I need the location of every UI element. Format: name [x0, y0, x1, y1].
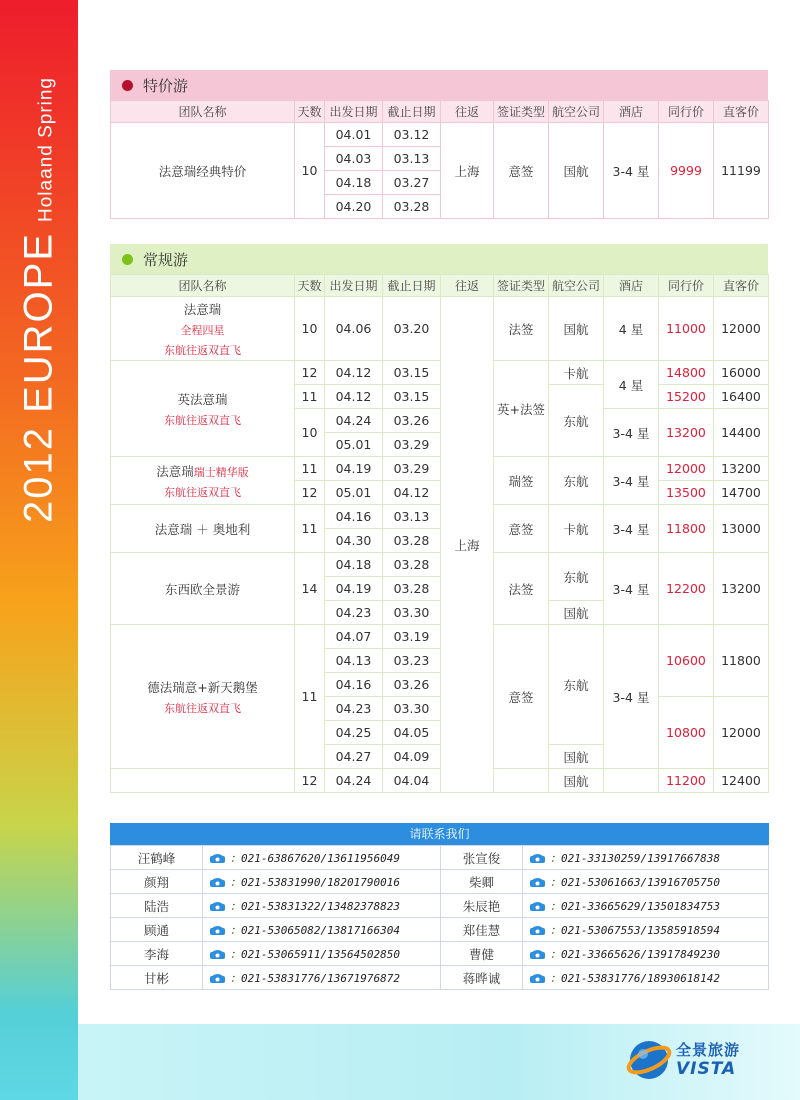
col-header: 直客价 — [714, 275, 769, 297]
contact-phone-cell — [523, 942, 769, 966]
contact-phone: ：021-53831322/13482378823 — [230, 899, 400, 913]
col-header: 截止日期 — [383, 101, 441, 123]
tour-note: 东航往返双直飞 — [164, 701, 241, 715]
phone-icon — [529, 852, 546, 864]
contact-name: 郑佳慧 — [441, 918, 523, 942]
airline: 国航 — [549, 123, 604, 219]
bullet-icon — [122, 254, 133, 265]
hotel: 3-4 星 — [604, 625, 659, 769]
departure-date: 04.24 — [325, 409, 383, 433]
col-header: 往返 — [441, 101, 494, 123]
departure-date: 04.20 — [325, 195, 383, 219]
tour-name: 法意瑞经典特价 — [111, 123, 295, 219]
visa-type: 意签 — [494, 505, 549, 553]
phone-icon — [209, 876, 226, 888]
phone-icon — [529, 924, 546, 936]
departure-date: 04.03 — [325, 147, 383, 171]
contact-phone: ：021-53065911/13564502850 — [230, 947, 400, 961]
days: 10 — [295, 297, 325, 361]
airline: 卡航 — [549, 505, 604, 553]
table-row — [111, 553, 769, 577]
tour-name-main — [113, 462, 292, 480]
departure-date: 04.24 — [325, 769, 383, 793]
col-header: 天数 — [295, 275, 325, 297]
trade-price: 12200 — [659, 553, 714, 625]
retail-price: 13200 — [714, 457, 769, 481]
contact-phone-cell — [523, 894, 769, 918]
days: 14 — [295, 553, 325, 625]
special-table — [110, 100, 769, 219]
trade-price: 12000 — [659, 457, 714, 481]
visa-type-empty — [494, 769, 549, 793]
days: 11 — [295, 505, 325, 553]
contact-phone-cell — [203, 966, 441, 990]
departure-date: 04.01 — [325, 123, 383, 147]
contact-name: 柴卿 — [441, 870, 523, 894]
trade-price: 9999 — [659, 123, 714, 219]
airline: 国航 — [549, 297, 604, 361]
deadline-date: 03.12 — [383, 123, 441, 147]
tour-name — [111, 625, 295, 769]
hotel: 3-4 星 — [604, 409, 659, 457]
retail-price: 14400 — [714, 409, 769, 457]
col-header: 出发日期 — [325, 275, 383, 297]
hotel: 4 星 — [604, 297, 659, 361]
airline: 国航 — [549, 769, 604, 793]
contact-phone-cell — [523, 918, 769, 942]
visa-type: 英+法签 — [494, 361, 549, 457]
roundtrip: 上海 — [441, 297, 494, 793]
deadline-date: 04.04 — [383, 769, 441, 793]
contact-name: 李海 — [111, 942, 203, 966]
col-header: 航空公司 — [549, 275, 604, 297]
special-section-title: 特价游 — [143, 76, 189, 95]
table-row — [111, 361, 769, 385]
trade-price: 15200 — [659, 385, 714, 409]
contact-phone-cell — [523, 870, 769, 894]
contact-phone-cell — [523, 966, 769, 990]
contact-phone: ：021-53831776/18930618142 — [550, 971, 720, 985]
tour-name-main: 英法意瑞 — [177, 391, 228, 407]
deadline-date: 03.30 — [383, 697, 441, 721]
regular-section — [110, 244, 768, 793]
tour-name-main: 法意瑞 — [183, 301, 222, 317]
departure-date: 04.27 — [325, 745, 383, 769]
logo-cn: 全景旅游 — [675, 1040, 740, 1059]
contact-phone-cell — [203, 942, 441, 966]
table-row — [111, 846, 769, 870]
col-header: 团队名称 — [111, 101, 295, 123]
deadline-date: 03.13 — [383, 147, 441, 171]
contact-phone: ：021-53831990/18201790016 — [230, 875, 400, 889]
trade-price: 13200 — [659, 409, 714, 457]
contact-name: 张宣俊 — [441, 846, 523, 870]
special-section-header — [110, 70, 768, 100]
contact-name: 甘彬 — [111, 966, 203, 990]
departure-date: 04.23 — [325, 601, 383, 625]
hotel: 4 星 — [604, 361, 659, 409]
airline: 东航 — [549, 457, 604, 505]
departure-date: 05.01 — [325, 481, 383, 505]
tour-name — [111, 297, 295, 361]
deadline-date: 03.23 — [383, 649, 441, 673]
table-header-row — [111, 101, 769, 123]
col-header: 出发日期 — [325, 101, 383, 123]
col-header: 截止日期 — [383, 275, 441, 297]
col-header: 天数 — [295, 101, 325, 123]
table-row — [111, 918, 769, 942]
departure-date: 04.25 — [325, 721, 383, 745]
table-row — [111, 625, 769, 649]
departure-date: 04.19 — [325, 457, 383, 481]
contact-name: 汪鹤峰 — [111, 846, 203, 870]
visa-type: 意签 — [494, 625, 549, 769]
hotel: 3-4 星 — [604, 553, 659, 625]
table-row — [111, 297, 769, 361]
contact-name: 颜翔 — [111, 870, 203, 894]
tour-note: 东航往返双直飞 — [164, 485, 241, 499]
contact-name: 曹健 — [441, 942, 523, 966]
roundtrip: 上海 — [441, 123, 494, 219]
bullet-icon — [122, 80, 133, 91]
retail-price: 12400 — [714, 769, 769, 793]
contact-section — [110, 823, 769, 990]
days: 10 — [295, 123, 325, 219]
days: 11 — [295, 625, 325, 769]
departure-date: 04.23 — [325, 697, 383, 721]
days: 12 — [295, 481, 325, 505]
departure-date: 04.19 — [325, 577, 383, 601]
departure-date: 04.07 — [325, 625, 383, 649]
deadline-date: 03.28 — [383, 577, 441, 601]
deadline-date: 04.09 — [383, 745, 441, 769]
table-row — [111, 505, 769, 529]
contact-name: 蒋晔诚 — [441, 966, 523, 990]
tour-name-extra: 瑞士精华版 — [193, 465, 249, 479]
contact-phone-cell — [523, 846, 769, 870]
special-section — [110, 70, 768, 219]
days: 12 — [295, 361, 325, 385]
deadline-date: 03.28 — [383, 195, 441, 219]
contact-phone: ：021-53831776/13671976872 — [230, 971, 400, 985]
banner-title: 2012 EUROPE — [16, 231, 61, 524]
vista-logo — [626, 1030, 740, 1090]
col-header: 航空公司 — [549, 101, 604, 123]
contact-phone-cell — [203, 846, 441, 870]
airline: 东航 — [549, 385, 604, 457]
airline: 卡航 — [549, 361, 604, 385]
contact-phone-cell — [203, 918, 441, 942]
contact-name: 朱辰艳 — [441, 894, 523, 918]
trade-price: 14800 — [659, 361, 714, 385]
departure-date: 04.30 — [325, 529, 383, 553]
regular-section-header — [110, 244, 768, 274]
hotel: 3-4 星 — [604, 457, 659, 505]
contact-name: 陆浩 — [111, 894, 203, 918]
contact-header: 请联系我们 — [110, 823, 769, 845]
table-row — [111, 966, 769, 990]
phone-icon — [529, 948, 546, 960]
phone-icon — [209, 924, 226, 936]
trade-price: 11000 — [659, 297, 714, 361]
phone-icon — [529, 900, 546, 912]
deadline-date: 03.28 — [383, 529, 441, 553]
airline: 国航 — [549, 601, 604, 625]
phone-icon — [209, 900, 226, 912]
contact-phone-cell — [203, 870, 441, 894]
visa-type: 法签 — [494, 297, 549, 361]
retail-price: 11800 — [714, 625, 769, 697]
deadline-date: 03.28 — [383, 553, 441, 577]
visa-type: 瑞签 — [494, 457, 549, 505]
airline: 国航 — [549, 745, 604, 769]
hotel: 3-4 星 — [604, 505, 659, 553]
hotel-empty — [604, 769, 659, 793]
departure-date: 04.12 — [325, 361, 383, 385]
table-row — [111, 894, 769, 918]
trade-price: 10600 — [659, 625, 714, 697]
departure-date: 04.12 — [325, 385, 383, 409]
phone-icon — [209, 948, 226, 960]
globe-logo-icon — [626, 1037, 672, 1083]
col-header: 签证类型 — [494, 275, 549, 297]
retail-price: 13200 — [714, 553, 769, 625]
airline: 东航 — [549, 625, 604, 745]
days: 11 — [295, 385, 325, 409]
tour-note: 全程四星 — [180, 323, 225, 337]
tour-name-main: 德法瑞意+新天鹅堡 — [147, 679, 258, 695]
table-row — [111, 769, 769, 793]
departure-date: 04.06 — [325, 297, 383, 361]
departure-date: 04.16 — [325, 505, 383, 529]
tour-name: 东西欧全景游 — [111, 553, 295, 625]
deadline-date: 03.29 — [383, 457, 441, 481]
deadline-date: 03.27 — [383, 171, 441, 195]
tour-name — [111, 361, 295, 457]
contact-phone: ：021-33665626/13917849230 — [550, 947, 720, 961]
tour-name-text: 法意瑞 — [156, 463, 194, 479]
departure-date: 04.18 — [325, 171, 383, 195]
regular-section-title: 常规游 — [143, 250, 189, 269]
days: 12 — [295, 769, 325, 793]
departure-date: 04.13 — [325, 649, 383, 673]
contact-phone-cell — [203, 894, 441, 918]
deadline-date: 03.15 — [383, 361, 441, 385]
col-header: 直客价 — [714, 101, 769, 123]
visa-type: 意签 — [494, 123, 549, 219]
retail-price: 12000 — [714, 297, 769, 361]
retail-price: 11199 — [714, 123, 769, 219]
contact-phone: ：021-33665629/13501834753 — [550, 899, 720, 913]
banner-subtitle: Holaand Spring — [35, 76, 57, 222]
tour-note: 东航往返双直飞 — [164, 413, 241, 427]
vertical-banner-title — [17, 77, 62, 523]
deadline-date: 03.13 — [383, 505, 441, 529]
logo-en: VISTA — [675, 1058, 737, 1079]
retail-price: 16000 — [714, 361, 769, 385]
col-header: 团队名称 — [111, 275, 295, 297]
contact-phone: ：021-63867620/13611956049 — [230, 851, 400, 865]
trade-price: 11800 — [659, 505, 714, 553]
departure-date: 05.01 — [325, 433, 383, 457]
phone-icon — [529, 972, 546, 984]
retail-price: 13000 — [714, 505, 769, 553]
contact-name: 顾通 — [111, 918, 203, 942]
deadline-date: 03.26 — [383, 409, 441, 433]
deadline-date: 03.20 — [383, 297, 441, 361]
airline: 东航 — [549, 553, 604, 601]
hotel: 3-4 星 — [604, 123, 659, 219]
contact-phone: ：021-53061663/13916705750 — [550, 875, 720, 889]
table-row — [111, 942, 769, 966]
retail-price: 16400 — [714, 385, 769, 409]
col-header: 往返 — [441, 275, 494, 297]
retail-price: 12000 — [714, 697, 769, 769]
trade-price: 11200 — [659, 769, 714, 793]
deadline-date: 04.12 — [383, 481, 441, 505]
col-header: 签证类型 — [494, 101, 549, 123]
regular-table — [110, 274, 769, 793]
col-header: 同行价 — [659, 275, 714, 297]
phone-icon — [529, 876, 546, 888]
col-header: 酒店 — [604, 275, 659, 297]
col-header: 酒店 — [604, 101, 659, 123]
table-header-row — [111, 275, 769, 297]
contact-phone: ：021-53065082/13817166304 — [230, 923, 400, 937]
retail-price: 14700 — [714, 481, 769, 505]
deadline-date: 03.19 — [383, 625, 441, 649]
deadline-date: 03.29 — [383, 433, 441, 457]
tour-name-empty — [111, 769, 295, 793]
contact-phone: ：021-33130259/13917667838 — [550, 851, 720, 865]
trade-price: 10800 — [659, 697, 714, 769]
days: 11 — [295, 457, 325, 481]
deadline-date: 04.05 — [383, 721, 441, 745]
contact-table — [110, 845, 769, 990]
days: 10 — [295, 409, 325, 457]
deadline-date: 03.15 — [383, 385, 441, 409]
deadline-date: 03.30 — [383, 601, 441, 625]
visa-type: 法签 — [494, 553, 549, 625]
trade-price: 13500 — [659, 481, 714, 505]
table-row — [111, 123, 769, 147]
departure-date: 04.16 — [325, 673, 383, 697]
table-row — [111, 457, 769, 481]
deadline-date: 03.26 — [383, 673, 441, 697]
tour-name — [111, 457, 295, 505]
contact-phone: ：021-53067553/13585918594 — [550, 923, 720, 937]
col-header: 同行价 — [659, 101, 714, 123]
phone-icon — [209, 852, 226, 864]
table-row — [111, 870, 769, 894]
tour-note: 东航往返双直飞 — [164, 343, 241, 357]
departure-date: 04.18 — [325, 553, 383, 577]
tour-name: 法意瑞 ＋ 奥地利 — [111, 505, 295, 553]
phone-icon — [209, 972, 226, 984]
